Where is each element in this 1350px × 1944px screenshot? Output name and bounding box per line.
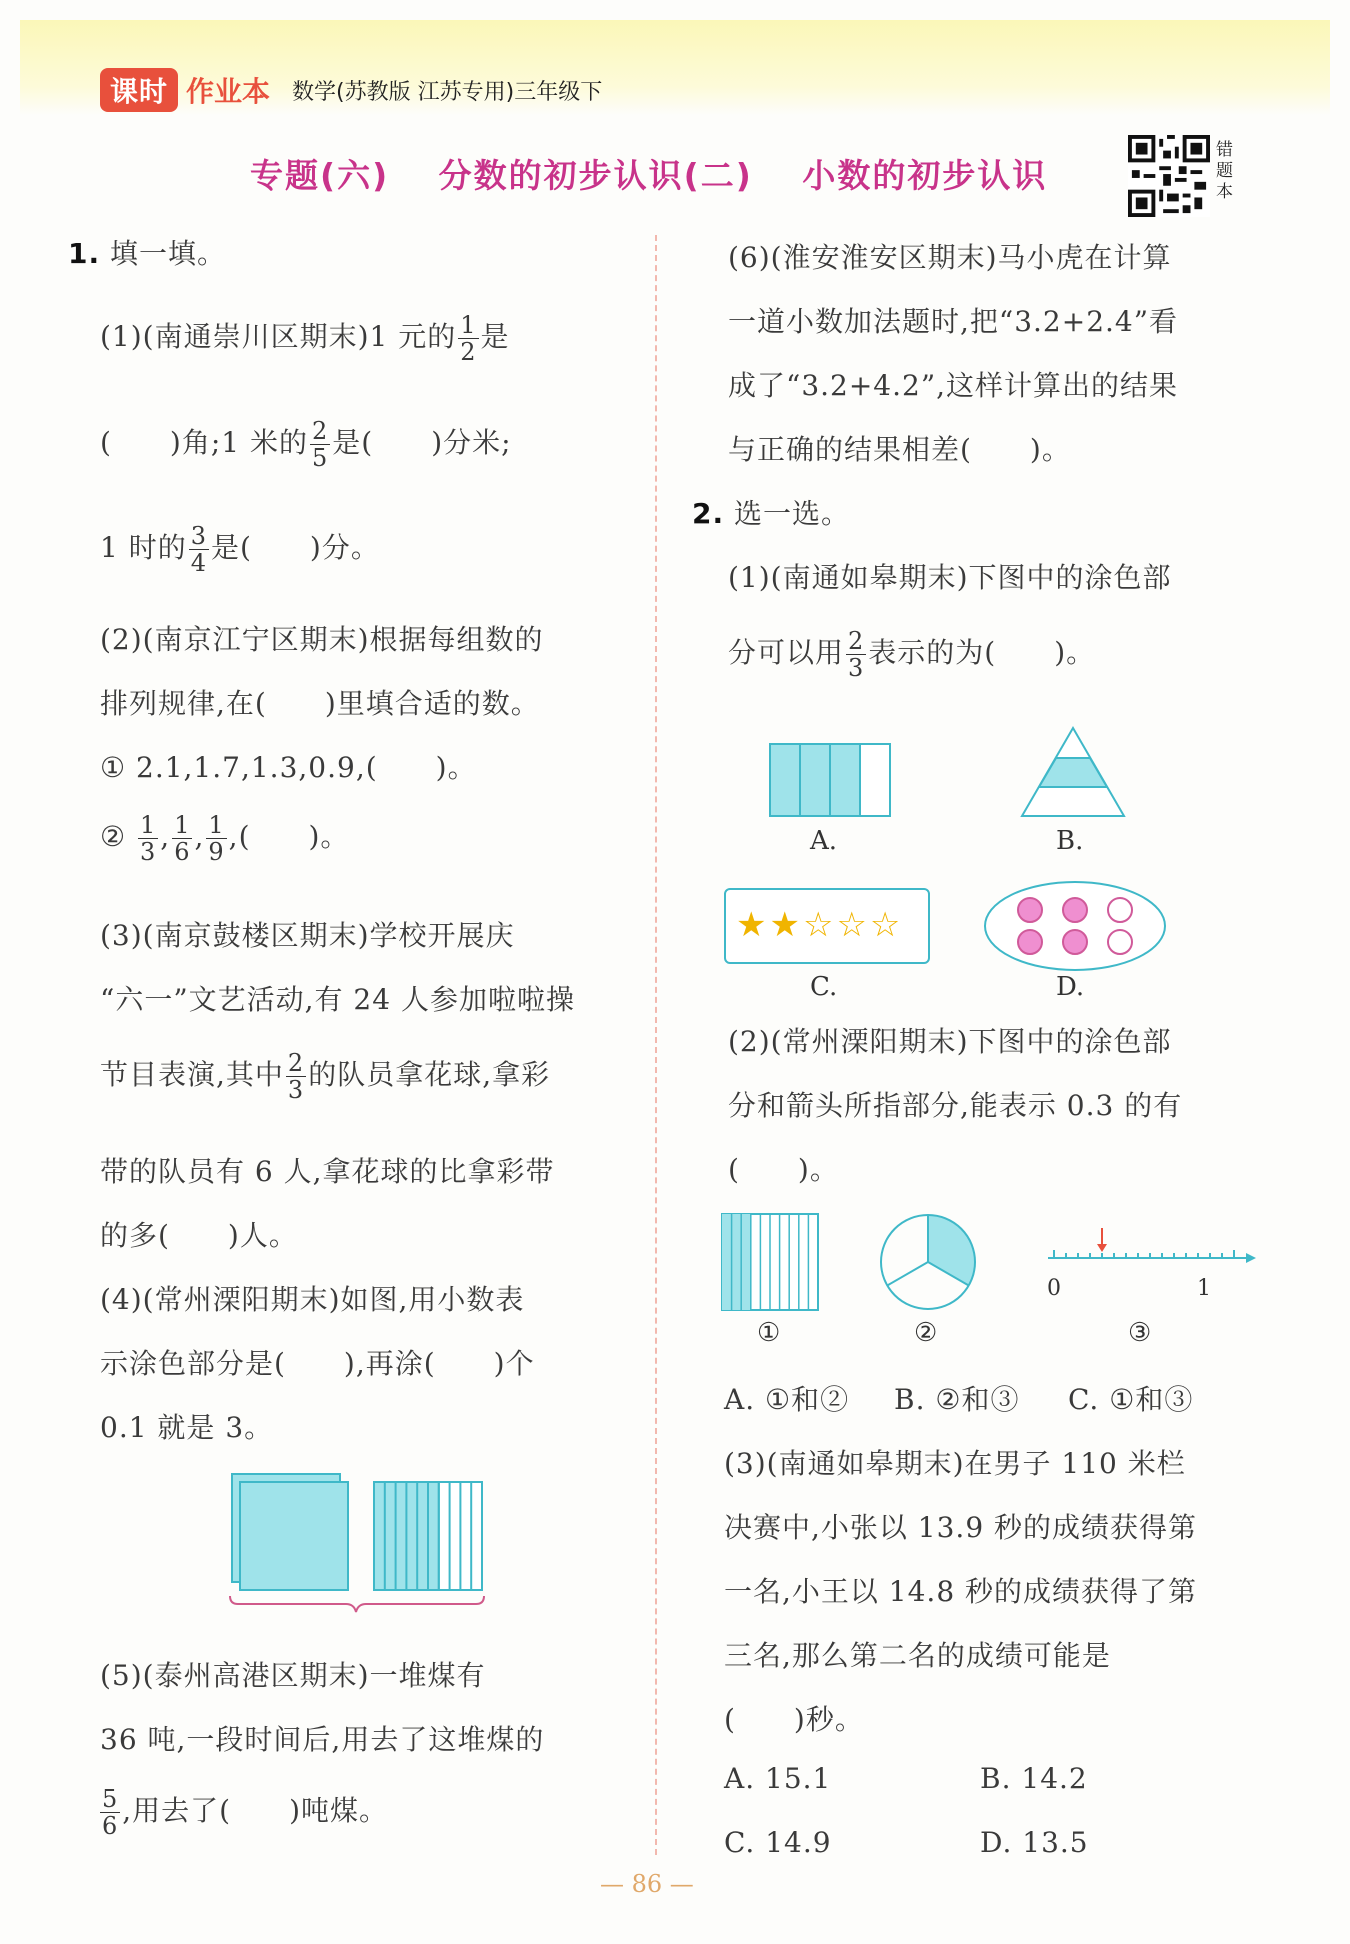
- figure-2-circle: [878, 1212, 978, 1312]
- q2-2-line2: 分和箭头所指部分,能表示 0.3 的有: [728, 1089, 1183, 1122]
- fraction: $\frac{1}{2}$: [460, 311, 477, 366]
- q1-2-line1: (2)(南京江宁区期末)根据每组数的: [100, 623, 544, 656]
- page-title: [250, 150, 1083, 197]
- q2-3-option-b[interactable]: B. 14.2: [980, 1762, 1088, 1795]
- q2-2-line1: (2)(常州溧阳期末)下图中的涂色部: [728, 1025, 1172, 1058]
- q1-4-line1: (4)(常州溧阳期末)如图,用小数表: [100, 1283, 525, 1316]
- q1-4-line2: 示涂色部分是( ),再涂( )个: [100, 1347, 535, 1380]
- q1-2-line2: 排列规律,在( )里填合适的数。: [100, 687, 540, 720]
- page-number: — 86 —: [600, 1870, 694, 1898]
- option-c-figure[interactable]: [724, 888, 930, 964]
- fraction: $\frac{2}{5}$: [312, 417, 329, 472]
- q2-3-option-d[interactable]: D. 13.5: [980, 1826, 1089, 1859]
- q1-3-line5: 的多( )人。: [100, 1219, 298, 1252]
- fraction: $\frac{1}{9}$: [208, 811, 225, 866]
- q2-3-line3: 一名,小王以 14.8 秒的成绩获得了第: [724, 1575, 1198, 1608]
- brand-logo: 课时: [100, 68, 178, 112]
- q2-3-line1: (3)(南通如皋期末)在男子 110 米栏: [724, 1447, 1186, 1480]
- fraction: $\frac{1}{3}$: [140, 811, 157, 866]
- q2-3-option-a[interactable]: A. 15.1: [724, 1762, 832, 1795]
- q2-2-option-a[interactable]: A. ①和②: [724, 1383, 850, 1416]
- q2-2-option-b[interactable]: B. ②和③: [894, 1383, 1020, 1416]
- q1-3-line3: 节目表演,其中 $\frac{2}{3}$ 的队员拿花球,拿彩: [100, 1049, 551, 1104]
- q2-3-line2: 决赛中,小张以 13.9 秒的成绩获得第: [724, 1511, 1198, 1544]
- q2-1-line1: (1)(南通如皋期末)下图中的涂色部: [728, 561, 1172, 594]
- q1-1-line2: ( )角;1 米的 $\frac{2}{5}$ 是( )分米;: [100, 417, 512, 472]
- q1-2-line4: ② $\frac{1}{3}$ , $\frac{1}{6}$ , $\frac{1}{9}$ ,( )。: [100, 811, 350, 866]
- fraction: $\frac{2}{3}$: [848, 627, 865, 682]
- q1-3-line1: (3)(南京鼓楼区期末)学校开展庆: [100, 919, 515, 952]
- axis-zero: 0: [1047, 1276, 1061, 1301]
- option-b-label[interactable]: B.: [1056, 826, 1084, 856]
- q2-3-line4: 三名,那么第二名的成绩可能是: [724, 1639, 1111, 1672]
- fraction: $\frac{1}{6}$: [174, 811, 191, 866]
- fraction: $\frac{2}{3}$: [287, 1049, 305, 1104]
- option-d-figure[interactable]: [982, 878, 1168, 974]
- figure-one-and-tenths: [228, 1470, 488, 1620]
- q1-4-line3: 0.1 就是 3。: [100, 1411, 274, 1444]
- option-a-label[interactable]: A.: [810, 826, 838, 856]
- brace: [230, 1596, 484, 1612]
- figure-2-label: ②: [914, 1318, 938, 1348]
- q1-5-line1: (5)(泰州高港区期末)一堆煤有: [100, 1659, 486, 1692]
- q2-1-line2: 分可以用 $\frac{2}{3}$ 表示的为( )。: [728, 627, 1096, 682]
- q2-2-line3: ( )。: [728, 1153, 839, 1186]
- q2-3-line5: ( )秒。: [724, 1703, 864, 1736]
- q1-2-line3: ① 2.1,1.7,1.3,0.9,( )。: [100, 751, 477, 784]
- title-part-decimal: 小数的初步认识: [802, 156, 1048, 195]
- q2-2-option-c[interactable]: C. ①和③: [1068, 1383, 1194, 1416]
- option-a-figure[interactable]: [768, 742, 892, 818]
- book-subtitle: 数学(苏教版 江苏专用)三年级下: [292, 79, 603, 105]
- star-icon: ★★☆☆☆: [736, 905, 904, 945]
- tenths-square: [374, 1482, 482, 1590]
- q1-1-line1: (1)(南通崇川区期末)1 元的 $\frac{1}{2}$ 是: [100, 311, 510, 366]
- q1-1-line3: 1 时的 $\frac{3}{4}$ 是( )分。: [100, 522, 380, 577]
- question-2-heading: 2. 选一选。: [692, 497, 851, 530]
- figure-1-label: ①: [757, 1318, 781, 1348]
- q1-5-line3: $\frac{5}{6}$ ,用去了( )吨煤。: [102, 1785, 389, 1840]
- option-b-figure[interactable]: [1020, 726, 1126, 818]
- question-1-heading: 1. 填一填。: [68, 237, 227, 270]
- title-topic: 专题(六): [250, 156, 390, 195]
- figure-3-number-line: [1040, 1228, 1260, 1268]
- column-divider: [655, 235, 657, 1855]
- q2-3-option-c[interactable]: C. 14.9: [724, 1826, 832, 1859]
- fraction: $\frac{5}{6}$: [102, 1785, 119, 1840]
- q1-3-line4: 带的队员有 6 人,拿花球的比拿彩带: [100, 1155, 555, 1188]
- title-part-fraction: 分数的初步认识(二): [438, 156, 753, 195]
- figure-1-tenths: [720, 1212, 820, 1312]
- figure-3-label: ③: [1128, 1318, 1152, 1348]
- brand-name: 作业本: [186, 75, 271, 108]
- q1-3-line2: “六一”文艺活动,有 24 人参加啦啦操: [100, 983, 575, 1016]
- brand: [100, 68, 602, 112]
- qr-label: 错 题 本: [1216, 140, 1233, 202]
- q1-6-line2: 一道小数加法题时,把“3.2+2.4”看: [728, 305, 1179, 338]
- whole-square-front: [240, 1482, 348, 1590]
- qr-code-icon[interactable]: [1128, 135, 1210, 217]
- option-d-label[interactable]: D.: [1056, 972, 1085, 1002]
- q1-6-line4: 与正确的结果相差( )。: [728, 433, 1071, 466]
- q1-5-line2: 36 吨,一段时间后,用去了这堆煤的: [100, 1723, 545, 1756]
- q1-6-line3: 成了“3.2+4.2”,这样计算出的结果: [728, 369, 1179, 402]
- option-c-label[interactable]: C.: [810, 972, 838, 1002]
- axis-one: 1: [1197, 1276, 1211, 1301]
- q1-6-line1: (6)(淮安淮安区期末)马小虎在计算: [728, 241, 1172, 274]
- fraction: $\frac{3}{4}$: [190, 522, 207, 577]
